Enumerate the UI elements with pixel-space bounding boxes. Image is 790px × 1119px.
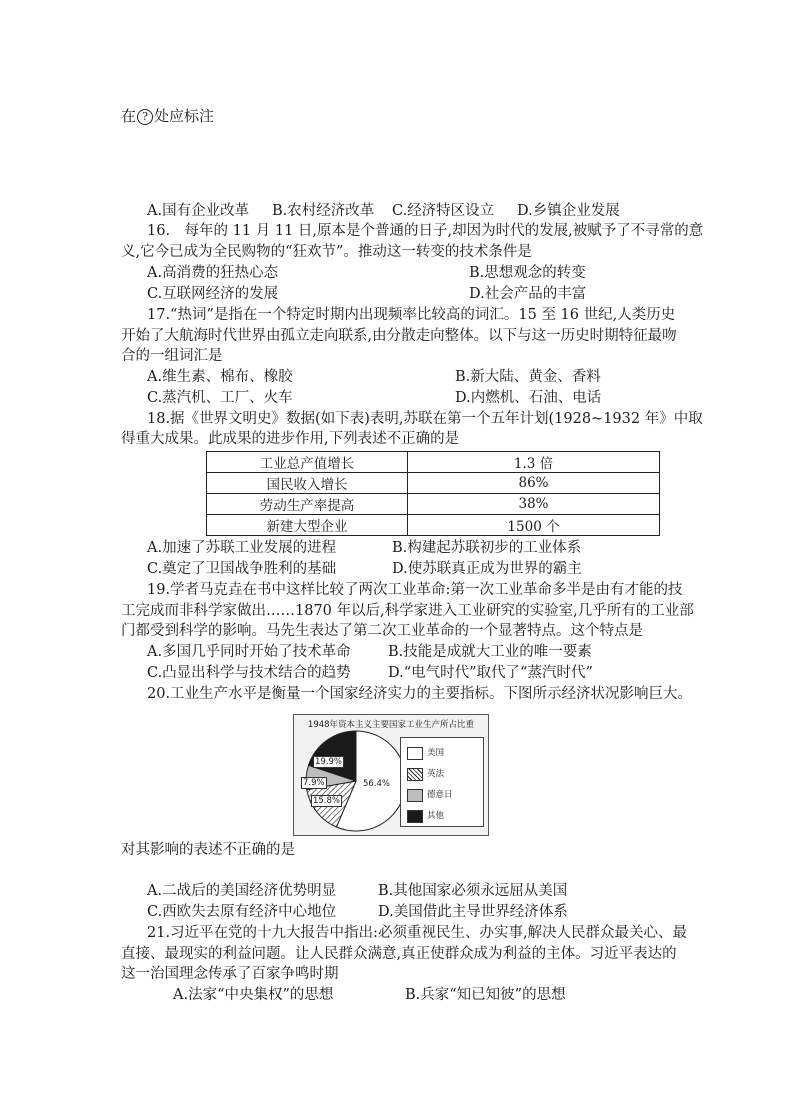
- legend-item-uk-france: [407, 767, 481, 781]
- q19-stem-line3: 门都受到科学的影响。马先生表达了第二次工业革命的一个显著特点。这个特点是: [121, 623, 643, 639]
- q18-option-c: C.奠定了卫国战争胜利的基础: [147, 561, 337, 577]
- table-row: [207, 494, 660, 515]
- legend-item-usa: [407, 746, 481, 760]
- q17-stem-line3: 合的一组词汇是: [121, 348, 223, 364]
- q20-option-a: A.二战后的美国经济优势明显: [147, 883, 337, 899]
- legend-label: 英法: [427, 769, 445, 779]
- q18-stem-line2: 得重大成果。此成果的进步作用,下列表述不正确的是: [121, 431, 460, 447]
- q15-option-c: C.经济特区设立: [392, 203, 495, 219]
- table-cell: 劳动生产率提高: [207, 494, 408, 515]
- q17-option-d: D.内燃机、石油、电话: [455, 390, 602, 406]
- q21-option-b: B.兵家“知已知彼”的思想: [405, 987, 566, 1003]
- q20-option-c: C.西欧失去原有经济中心地位: [147, 904, 337, 920]
- legend-label: 美国: [427, 748, 445, 758]
- q19-option-c: C.凸显出科学与技术结合的趋势: [147, 665, 351, 681]
- q21-stem-line3: 这一治国理念传承了百家争鸣时期: [121, 966, 339, 982]
- header-note: [121, 106, 214, 126]
- q21-stem-line2: 直接、最现实的利益问题。让人民群众满意,真正使群众成为利益的主体。习近平表达的: [121, 946, 677, 962]
- table-row: [207, 473, 660, 494]
- pie-label-other: 19.9%: [315, 757, 343, 767]
- q18-option-b: B.构建起苏联初步的工业体系: [392, 540, 582, 556]
- legend-item-germany-italy-japan: [407, 788, 481, 802]
- legend-swatch-germany-italy-japan: [407, 789, 423, 802]
- q17-option-b: B.新大陆、黄金、香料: [455, 369, 601, 385]
- table-cell: 新建大型企业: [207, 515, 408, 536]
- table-row: [207, 515, 660, 536]
- q15-option-d: D.乡镇企业发展: [517, 203, 620, 219]
- q16-option-a: A.高消费的狂热心态: [147, 265, 279, 281]
- q17-stem-line1: 17.“热词”是指在一个特定时期内出现频率比较高的词汇。15 至 16 世纪,人类历史: [147, 307, 676, 323]
- q18-option-d: D.使苏联真正成为世界的霸主: [392, 561, 582, 577]
- header-note-before: 在: [121, 107, 137, 125]
- legend-label: 德意日: [427, 790, 453, 800]
- q18-option-a: A.加速了苏联工业发展的进程: [147, 540, 337, 556]
- q18-stem-line1: 18.据《世界文明史》数据(如下表)表明,苏联在第一个五年计划(1928~1932 年》中取: [147, 411, 703, 427]
- q16-option-d: D.社会产品的丰富: [469, 286, 587, 302]
- pie-label-uk-france: 15.8%: [313, 796, 341, 806]
- q19-option-d: D.“电气时代”取代了“蒸汽时代”: [388, 665, 593, 681]
- q19-stem-line1: 19.学者马克垚在书中这样比较了两次工业革命:第一次工业革命多半是由有才能的技: [147, 582, 683, 598]
- header-note-after: 处应标注: [154, 107, 215, 125]
- q17-option-c: C.蒸汽机、工厂、火车: [147, 390, 293, 406]
- table-cell: 38%: [408, 494, 660, 515]
- table-cell: 1.3 倍: [408, 452, 660, 473]
- table-cell: 1500 个: [408, 515, 660, 536]
- q20-stem-line1: 20.工业生产水平是衡量一个国家经济实力的主要指标。下图所示经济状况影响巨大。: [147, 686, 693, 702]
- q16-stem-line2: 义,它今已成为全民购物的“狂欢节”。推动这一转变的技术条件是: [121, 244, 532, 260]
- q20-stem-line2: 对其影响的表述不正确的是: [121, 842, 295, 858]
- pie-chart-figure: [293, 714, 489, 836]
- table-cell: 86%: [408, 473, 660, 494]
- table-cell: 工业总产值增长: [207, 452, 408, 473]
- q19-option-b: B.技能是成就大工业的唯一要素: [388, 644, 592, 660]
- q17-stem-line2: 开始了大航海时代世界由孤立走向联系,由分散走向整体。以下与这一历史时期特征最吻: [121, 328, 677, 344]
- legend-swatch-uk-france: [407, 768, 423, 781]
- circled-question-mark-icon: ?: [137, 109, 153, 125]
- pie-label-germany-italy-japan: 7.9%: [303, 778, 325, 788]
- legend-item-other: [407, 809, 481, 823]
- legend-swatch-usa: [407, 747, 423, 760]
- q18-data-table: [206, 451, 660, 536]
- legend-swatch-other: [407, 810, 423, 823]
- chart-legend: [400, 737, 484, 827]
- q15-option-b: B.农村经济改革: [272, 203, 375, 219]
- q21-option-a: A.法家“中央集权”的思想: [173, 987, 334, 1003]
- table-cell: 国民收入增长: [207, 473, 408, 494]
- table-row: [207, 452, 660, 473]
- q16-stem-line1: 16. 每年的 11 月 11 日,原本是个普通的日子,却因为时代的发展,被赋予了不寻常的意: [147, 223, 704, 239]
- q20-option-b: B.其他国家必须永远屈从美国: [378, 883, 568, 899]
- chart-title: 1948年资本主义主要国家工业生产所占比重: [307, 720, 475, 730]
- pie-label-usa: 56.4%: [363, 779, 391, 789]
- q19-stem-line2: 工完成而非科学家做出……1870 年以后,科学家进入工业研究的实验室,几乎所有的工业部: [121, 603, 694, 619]
- q17-option-a: A.维生素、棉布、橡胶: [147, 369, 293, 385]
- q15-option-a: A.国有企业改革: [147, 203, 250, 219]
- legend-label: 其他: [427, 811, 445, 821]
- q19-option-a: A.多国几乎同时开始了技术革命: [147, 644, 351, 660]
- q16-option-b: B.思想观念的转变: [469, 265, 586, 281]
- q20-option-d: D.美国借此主导世界经济体系: [378, 904, 568, 920]
- q21-stem-line1: 21.习近平在党的十九大报告中指出:必须重视民生、办实事,解决人民群众最关心、最: [147, 925, 688, 941]
- q16-option-c: C.互联网经济的发展: [147, 286, 279, 302]
